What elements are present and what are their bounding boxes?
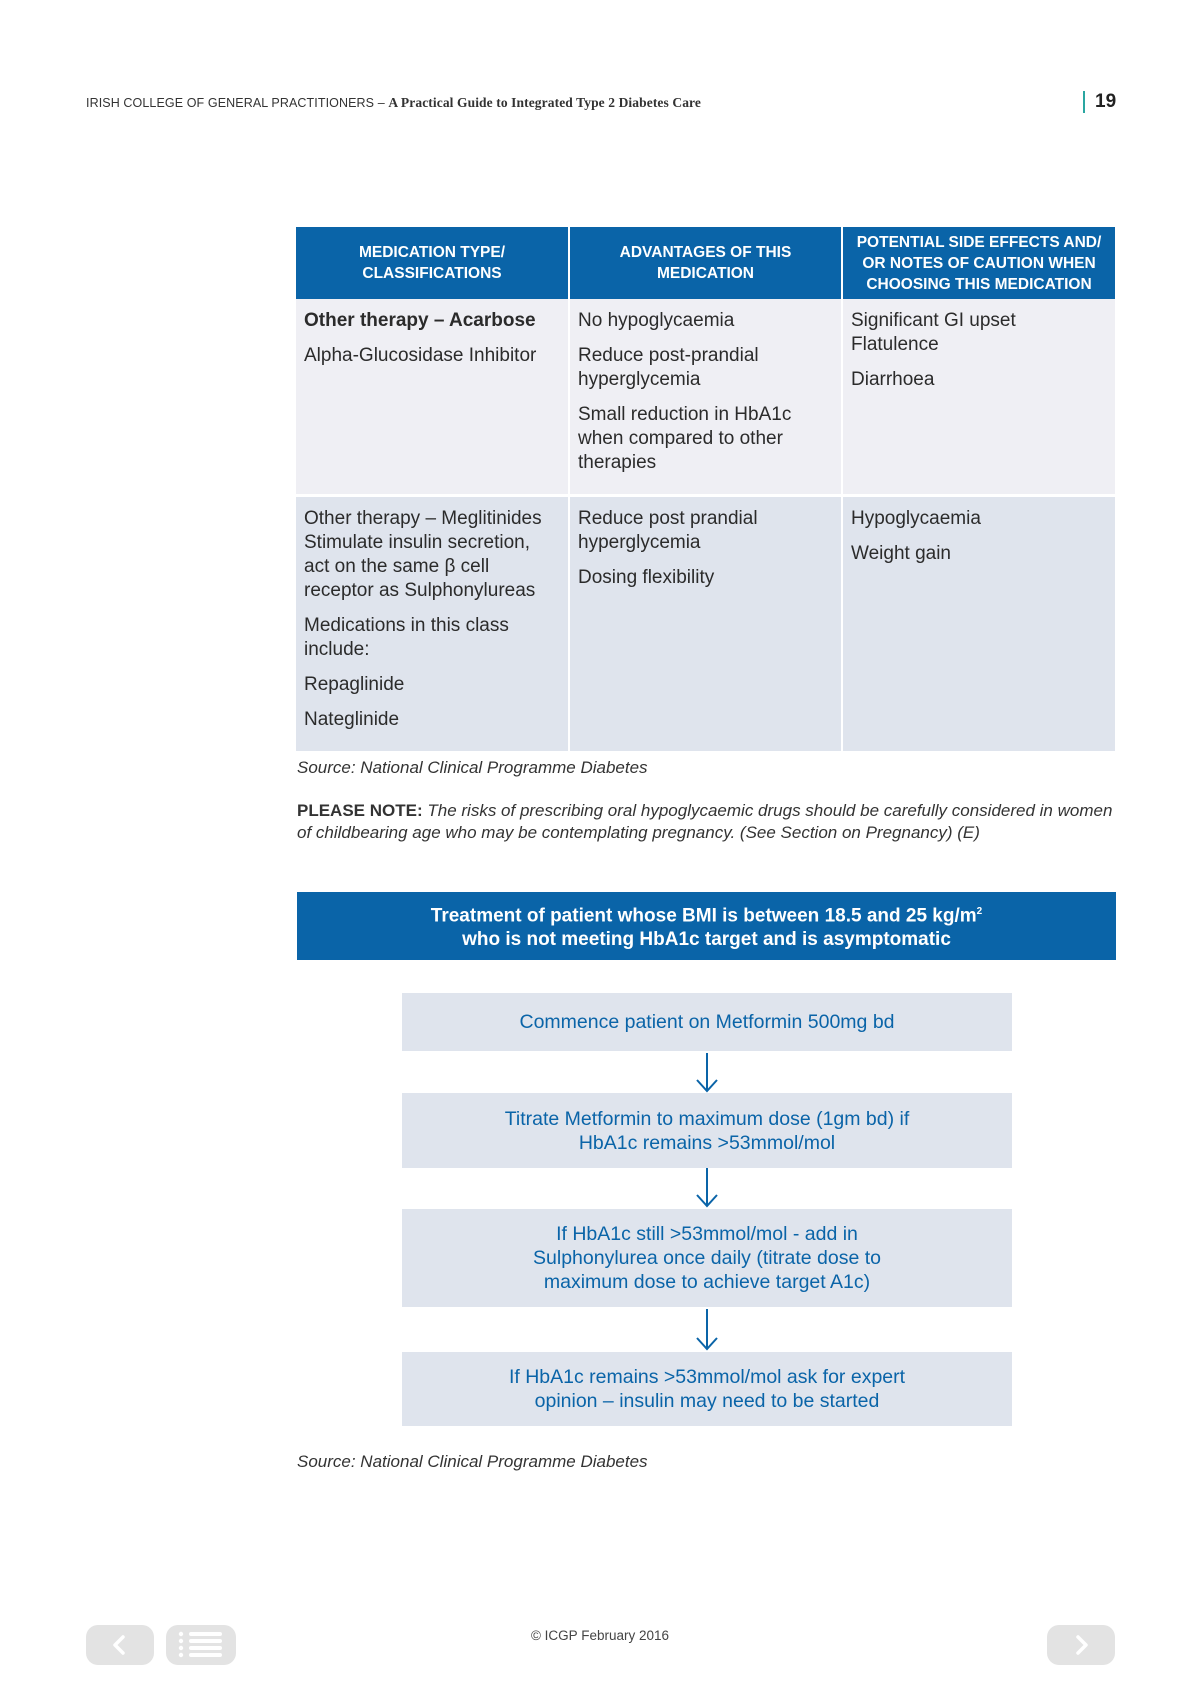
table-header-row xyxy=(296,227,1115,299)
step-line: If HbA1c still >53mmol/mol - add in xyxy=(556,1223,858,1245)
row-title: Other therapy – Acarbose xyxy=(304,310,536,331)
cell-line: Diarrhoea xyxy=(851,369,935,390)
flowchart-source: Source: National Clinical Programme Diabetes xyxy=(297,1452,648,1471)
cell-medication-type xyxy=(296,299,569,496)
header-side-effects: POTENTIAL SIDE EFFECTS AND/ OR NOTES OF CAUTION WHEN CHOOSING THIS MEDICATION xyxy=(842,227,1115,299)
note-text: The risks of prescribing oral hypoglycaemic drugs should be carefully considered in women of childbearing age who may be contemplating pregnancy. (See Section on Pregnancy) (E) xyxy=(297,801,1113,842)
cell-line: Weight gain xyxy=(851,543,951,564)
header-medication-type: MEDICATION TYPE/ CLASSIFICATIONS xyxy=(296,227,569,299)
next-page-button[interactable] xyxy=(1047,1625,1115,1665)
copyright-footer: © ICGP February 2016 xyxy=(530,1628,669,1643)
down-arrow-icon xyxy=(695,1053,719,1093)
table-source: Source: National Clinical Programme Diabetes xyxy=(297,758,648,777)
flowchart-step xyxy=(402,1209,1012,1307)
note-label: PLEASE NOTE: xyxy=(297,801,423,820)
chevron-right-icon xyxy=(1071,1633,1091,1657)
cell-line: Repaglinide xyxy=(304,674,405,695)
cell-line: Dosing flexibility xyxy=(578,567,715,588)
cell-line: Reduce post prandial hyperglycemia xyxy=(578,508,758,553)
cell-line: Nateglinide xyxy=(304,709,400,730)
table-row xyxy=(296,299,1115,496)
step-line: If HbA1c remains >53mmol/mol ask for expert xyxy=(508,1366,906,1388)
cell-side-effects xyxy=(842,496,1115,752)
flowchart-step xyxy=(402,1093,1012,1168)
header-advantages: ADVANTAGES OF THIS MEDICATION xyxy=(569,227,842,299)
cell-line: Hypoglycaemia xyxy=(851,508,981,529)
flowchart-title-line-1: Treatment of patient whose BMI is between 18.5 and 25 $kg/m^2$ xyxy=(430,905,983,927)
flowchart-step xyxy=(402,993,1012,1051)
please-note xyxy=(297,800,1117,844)
flowchart-step xyxy=(402,1352,1012,1426)
header-separator: – xyxy=(374,96,389,110)
cell-line: Small reduction in HbA1c when compared to other therapies xyxy=(578,404,792,473)
down-arrow-icon xyxy=(695,1309,719,1351)
step-line: maximum dose to achieve target A1c) xyxy=(543,1271,871,1293)
header-org: IRISH COLLEGE OF GENERAL PRACTITIONERS xyxy=(86,96,375,110)
cell-medication-type xyxy=(296,496,569,752)
cell-advantages xyxy=(569,496,842,752)
step-line: Titrate Metformin to maximum dose (1gm bd) if xyxy=(504,1107,910,1130)
down-arrow-icon xyxy=(695,1168,719,1208)
medication-table xyxy=(296,227,1115,751)
flowchart-title xyxy=(297,892,1116,960)
step-line: Commence patient on Metformin 500mg bd xyxy=(519,1011,895,1033)
flowchart-title-line-2: who is not meeting HbA1c target and is asymptomatic xyxy=(462,929,951,951)
header-doc-title: A Practical Guide to Integrated Type 2 Diabetes Care xyxy=(388,95,701,110)
cell-advantages xyxy=(569,299,842,496)
step-line: opinion – insulin may need to be started xyxy=(534,1390,880,1412)
step-line: HbA1c remains >53mmol/mol xyxy=(578,1131,836,1154)
page-number: 19 xyxy=(1083,91,1116,113)
cell-side-effects xyxy=(842,299,1115,496)
table-row xyxy=(296,496,1115,752)
step-line: Sulphonylurea once daily (titrate dose to xyxy=(533,1247,881,1269)
superscript: 2 xyxy=(976,905,983,917)
cell-line: No hypoglycaemia xyxy=(578,310,735,331)
running-header xyxy=(86,95,701,111)
cell-line: Significant GI upset Flatulence xyxy=(851,310,1016,355)
cell-line: Other therapy – Meglitinides Stimulate insulin secretion, act on the same β cell receptor as Sulphonylureas xyxy=(304,508,542,601)
cell-line: Medications in this class include: xyxy=(304,615,509,660)
cell-line: Alpha-Glucosidase Inhibitor xyxy=(304,345,537,366)
cell-line: Reduce post-prandial hyperglycemia xyxy=(578,345,759,390)
